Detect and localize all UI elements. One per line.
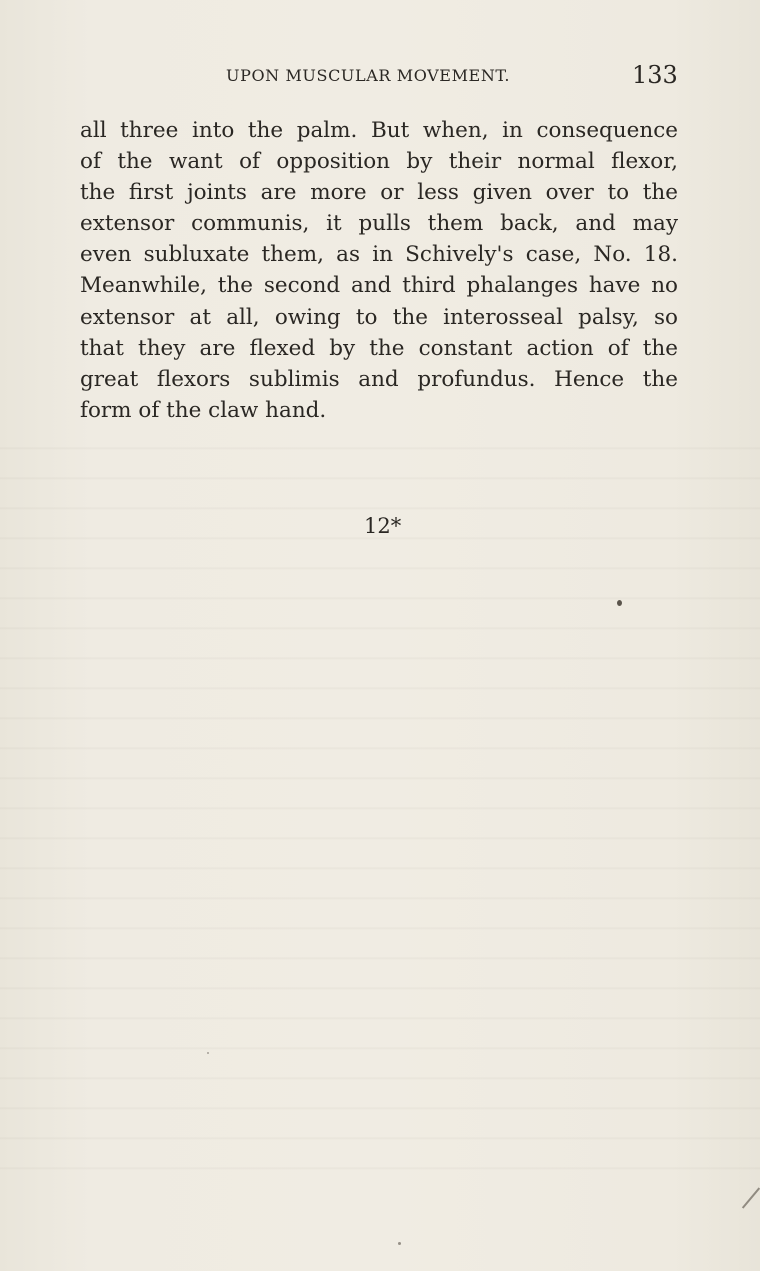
ink-speck	[398, 1242, 401, 1245]
text-line: even subluxate them, as in Schively's case, No. 18.	[80, 242, 678, 268]
text-line: all three into the palm. But when, in consequence	[80, 118, 678, 143]
page-number: 133	[632, 61, 678, 89]
running-head: UPON MUSCULAR MOVEMENT.	[226, 66, 511, 85]
ink-speck	[207, 1052, 209, 1054]
text-line: extensor communis, it pulls them back, and may	[80, 211, 678, 237]
text-line: of the want of opposition by their normal flexor,	[80, 149, 678, 175]
signature-mark: 12*	[364, 514, 402, 538]
body-paragraph	[80, 115, 678, 426]
text-line: extensor at all, owing to the interosseal palsy, so	[80, 304, 678, 330]
text-line: form of the claw hand.	[80, 397, 327, 423]
text-line: the first joints are more or less given over to the	[80, 180, 678, 206]
text-line: Meanwhile, the second and third phalanges have no	[80, 273, 678, 299]
text-line: great flexors sublimis and profundus. Hence the	[80, 366, 678, 392]
text-line: that they are flexed by the constant action of the	[80, 335, 678, 361]
ink-speck	[617, 600, 622, 606]
page-edge-mark	[742, 1187, 760, 1208]
